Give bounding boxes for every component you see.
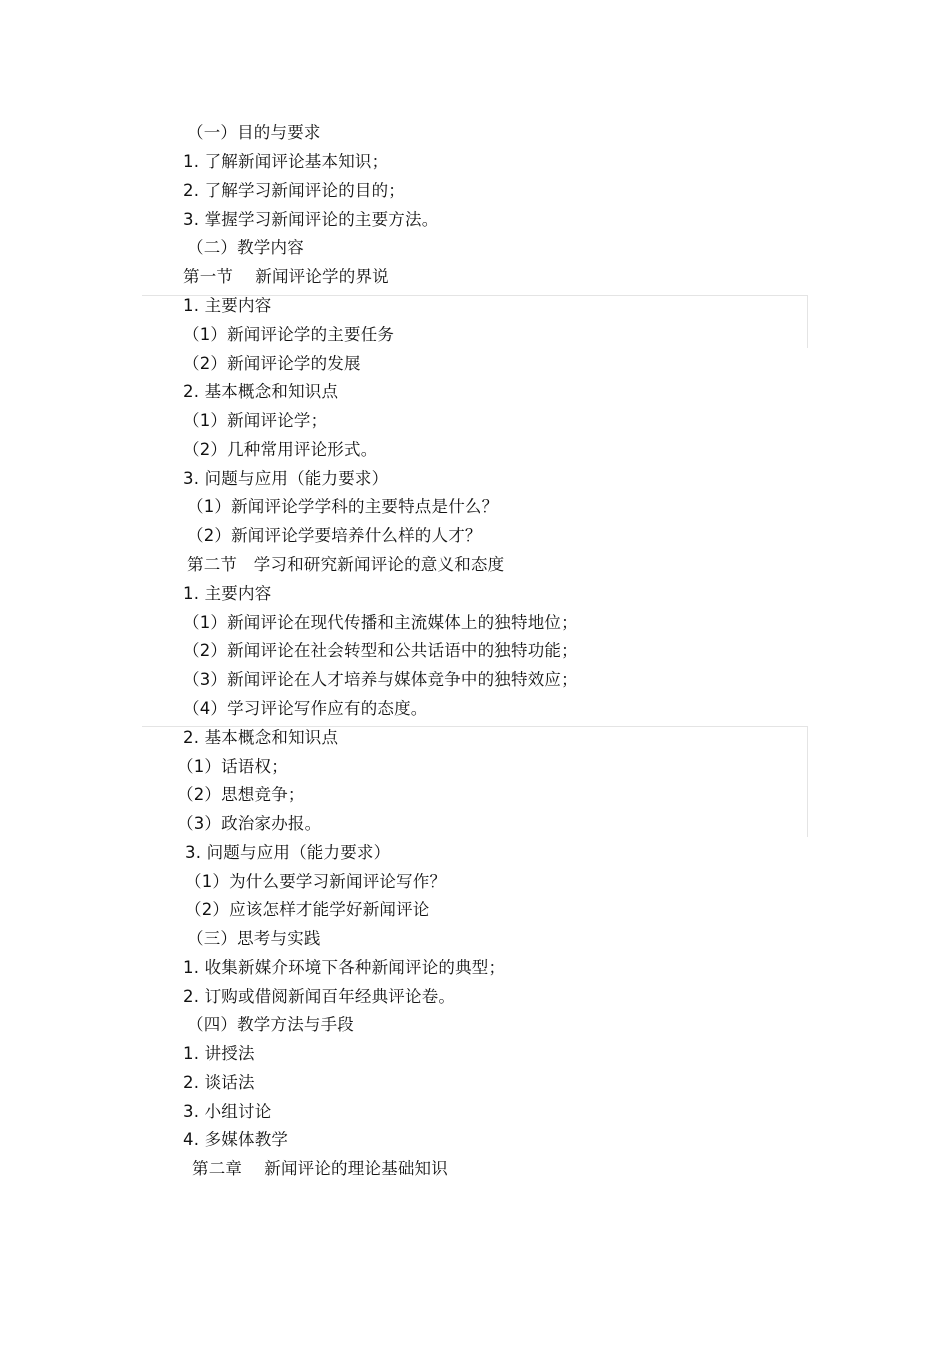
list-item: （1）新闻评论学的主要任务 — [183, 325, 395, 344]
list-item: （1）新闻评论在现代传播和主流媒体上的独特地位； — [183, 613, 578, 632]
list-item: 3. 问题与应用（能力要求） — [183, 469, 389, 488]
section-heading: （四）教学方法与手段 — [187, 1015, 354, 1034]
list-item: 2. 谈话法 — [183, 1073, 255, 1092]
section-heading: （三）思考与实践 — [187, 929, 321, 948]
list-item: （2）新闻评论学要培养什么样的人才？ — [187, 526, 482, 545]
list-item: 2. 基本概念和知识点 — [183, 728, 339, 747]
list-item: （2）应该怎样才能学好新闻评论 — [185, 900, 430, 919]
list-item: （2）思想竞争； — [177, 785, 305, 804]
list-item: （1）新闻评论学学科的主要特点是什么？ — [187, 497, 499, 516]
subsection-heading: 第一节 新闻评论学的界说 — [183, 267, 389, 286]
list-item: 1. 收集新媒介环境下各种新闻评论的典型； — [183, 958, 506, 977]
list-item: 2. 了解学习新闻评论的目的； — [183, 181, 405, 200]
list-item: 2. 订购或借阅新闻百年经典评论卷。 — [183, 987, 456, 1006]
list-item: （3）新闻评论在人才培养与媒体竞争中的独特效应； — [183, 670, 578, 689]
list-item: 1. 讲授法 — [183, 1044, 255, 1063]
list-item: （2）新闻评论学的发展 — [183, 354, 361, 373]
list-item: （4）学习评论写作应有的态度。 — [183, 699, 428, 718]
list-item: 3. 问题与应用（能力要求） — [185, 843, 391, 862]
list-item: 4. 多媒体教学 — [183, 1130, 289, 1149]
list-item: 1. 了解新闻评论基本知识； — [183, 152, 389, 171]
list-item: （2）新闻评论在社会转型和公共话语中的独特功能； — [183, 641, 578, 660]
list-item: 1. 主要内容 — [183, 296, 272, 315]
list-item: （3）政治家办报。 — [177, 814, 322, 833]
section-heading: （一）目的与要求 — [187, 123, 321, 142]
list-item: 2. 基本概念和知识点 — [183, 382, 339, 401]
chapter-heading: 第二章 新闻评论的理论基础知识 — [192, 1159, 448, 1178]
list-item: 3. 小组讨论 — [183, 1102, 272, 1121]
list-item: （1）为什么要学习新闻评论写作？ — [185, 872, 447, 891]
list-item: （1）新闻评论学； — [183, 411, 328, 430]
subsection-heading: 第二节 学习和研究新闻评论的意义和态度 — [187, 555, 505, 574]
list-item: （2）几种常用评论形式。 — [183, 440, 378, 459]
list-item: 3. 掌握学习新闻评论的主要方法。 — [183, 210, 439, 229]
list-item: 1. 主要内容 — [183, 584, 272, 603]
list-item: （1）话语权； — [177, 757, 288, 776]
section-heading: （二）教学内容 — [187, 238, 304, 257]
